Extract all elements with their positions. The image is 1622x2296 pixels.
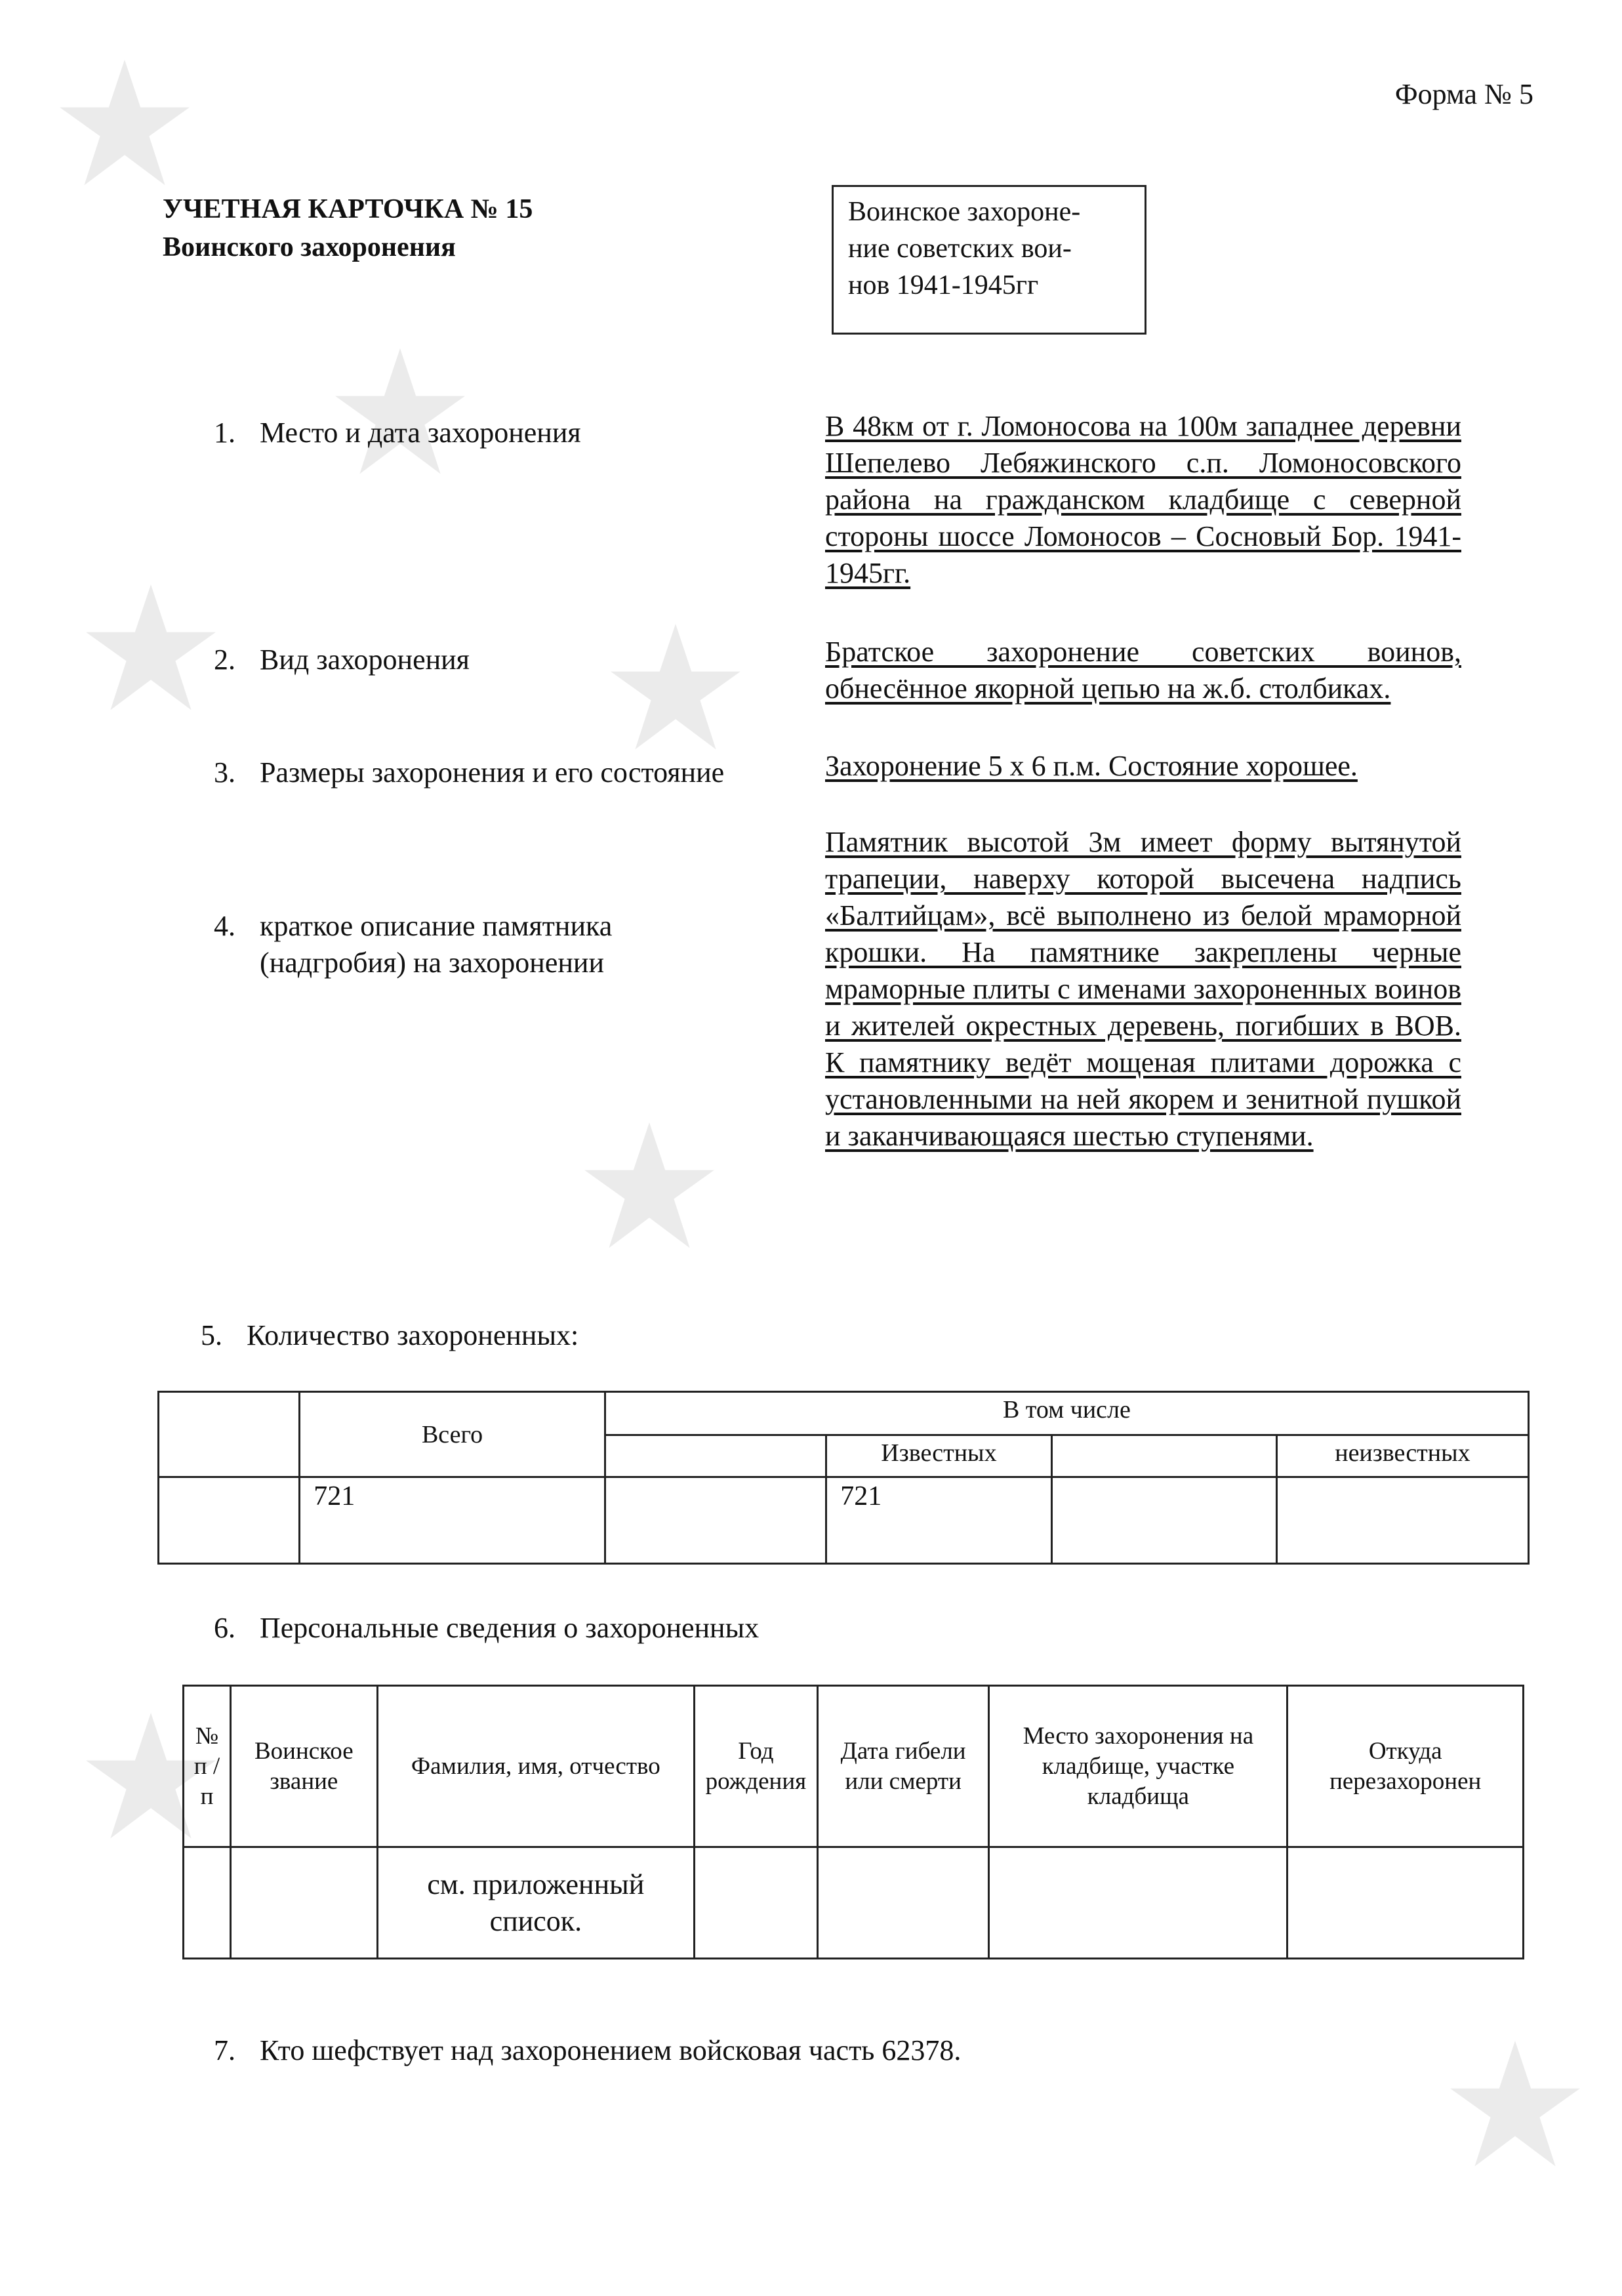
item-3-label [214,754,724,791]
unknown-header: неизвестных [1276,1435,1528,1477]
total-value: 721 [300,1477,605,1564]
item-3-text: Размеры захоронения и его состояние [260,756,725,789]
personal-data-table [182,1685,1524,1959]
known-value: 721 [826,1477,1051,1564]
watermark-star-icon [52,52,197,197]
table-cell [1051,1477,1276,1564]
item-2-value: Братское захоронение советских воинов, обнесённое якорной цепью на ж.б. столбиках. [825,636,1461,705]
item-4-label [214,908,612,981]
box-line: Воинское захороне- [848,197,1081,227]
item-1-label [214,415,581,451]
watermark-star-icon [1443,2034,1587,2178]
item-4-text-line1: краткое описание памятника [260,910,613,942]
item-6-text: Персональные сведения о захороненных [260,1612,760,1644]
col-header-from: Откуда перезахоронен [1287,1686,1524,1847]
item-4-value: Памятник высотой 3м имеет форму вытянутой трапеции, наверху которой высечена надпись «Балтийцам», всё выполнено из белой мраморной крошки. На памятнике закреплены черные мраморные плиты с именами захороненных воинов и жителей окрестных деревень, погибших в ВОВ. К памятнику ведёт мощеная плитами дорожка с установленными на ней якорем и зенитной пушкой и заканчивающаяся шестью ступенями. [825,826,1461,1152]
col-header-rank: Воинское звание [230,1686,377,1847]
item-number: 4. [214,910,235,942]
item-1-value: В 48км от г. Ломоносова на 100м западнее деревни Шепелево Лебяжинского с.п. Ломоносовского района на гражданском кладбище с северной стороны шоссе Ломоносов – Сосновый Бор. 1941-1945гг. [825,410,1461,589]
table-cell [1287,1847,1524,1959]
item-5-label [201,1317,578,1354]
item-3-value: Захоронение 5 х 6 п.м. Состояние хорошее. [825,750,1358,782]
table-cell [694,1847,817,1959]
item-2-label [214,642,470,678]
table-cell [159,1477,300,1564]
table-cell [605,1435,826,1477]
form-number: Форма № 5 [1394,78,1533,110]
item-7-text: Кто шефствует над захоронением войсковая часть 62378. [260,2034,962,2066]
item-number: 1. [214,417,235,449]
table-cell [159,1392,300,1477]
box-line: ние советских вои- [848,234,1072,264]
item-number: 5. [201,1319,222,1351]
col-header-num: № п / п [184,1686,231,1847]
item-number: 3. [214,756,235,789]
item-5-text: Количество захороненных: [247,1319,579,1351]
table-cell [230,1847,377,1959]
col-header-place: Место захоронения на кладбище, участке кладбища [989,1686,1287,1847]
watermark-star-icon [328,341,472,485]
total-header: Всего [300,1392,605,1477]
burial-type-box [832,185,1146,335]
col-header-death: Дата гибели или смерти [817,1686,988,1847]
item-6-label [214,1610,759,1647]
card-title [163,190,533,266]
item-4-text-line2: (надгробия) на захоронении [260,947,605,979]
table-cell [1276,1477,1528,1564]
card-title-line1: УЧЕТНАЯ КАРТОЧКА № 15 [163,194,533,224]
item-number: 6. [214,1612,235,1644]
known-header: Известных [826,1435,1051,1477]
item-number: 2. [214,644,235,676]
burials-count-table [157,1391,1530,1565]
watermark-star-icon [577,1115,721,1260]
box-line: нов 1941-1945гг [848,270,1039,300]
including-header: В том числе [605,1392,1528,1435]
item-number: 7. [214,2034,235,2066]
watermark-star-icon [79,577,223,722]
card-title-line2: Воинского захоронения [163,232,456,262]
table-cell [605,1477,826,1564]
table-cell [817,1847,988,1959]
table-cell [184,1847,231,1959]
name-list-reference: см. приложенный список. [377,1847,694,1959]
watermark-star-icon [603,617,748,761]
item-1-text: Место и дата захоронения [260,417,581,449]
table-cell [1051,1435,1276,1477]
col-header-year: Год рождения [694,1686,817,1847]
col-header-name: Фамилия, имя, отчество [377,1686,694,1847]
item-7-label [214,2032,961,2069]
table-cell [989,1847,1287,1959]
item-2-text: Вид захоронения [260,644,470,676]
